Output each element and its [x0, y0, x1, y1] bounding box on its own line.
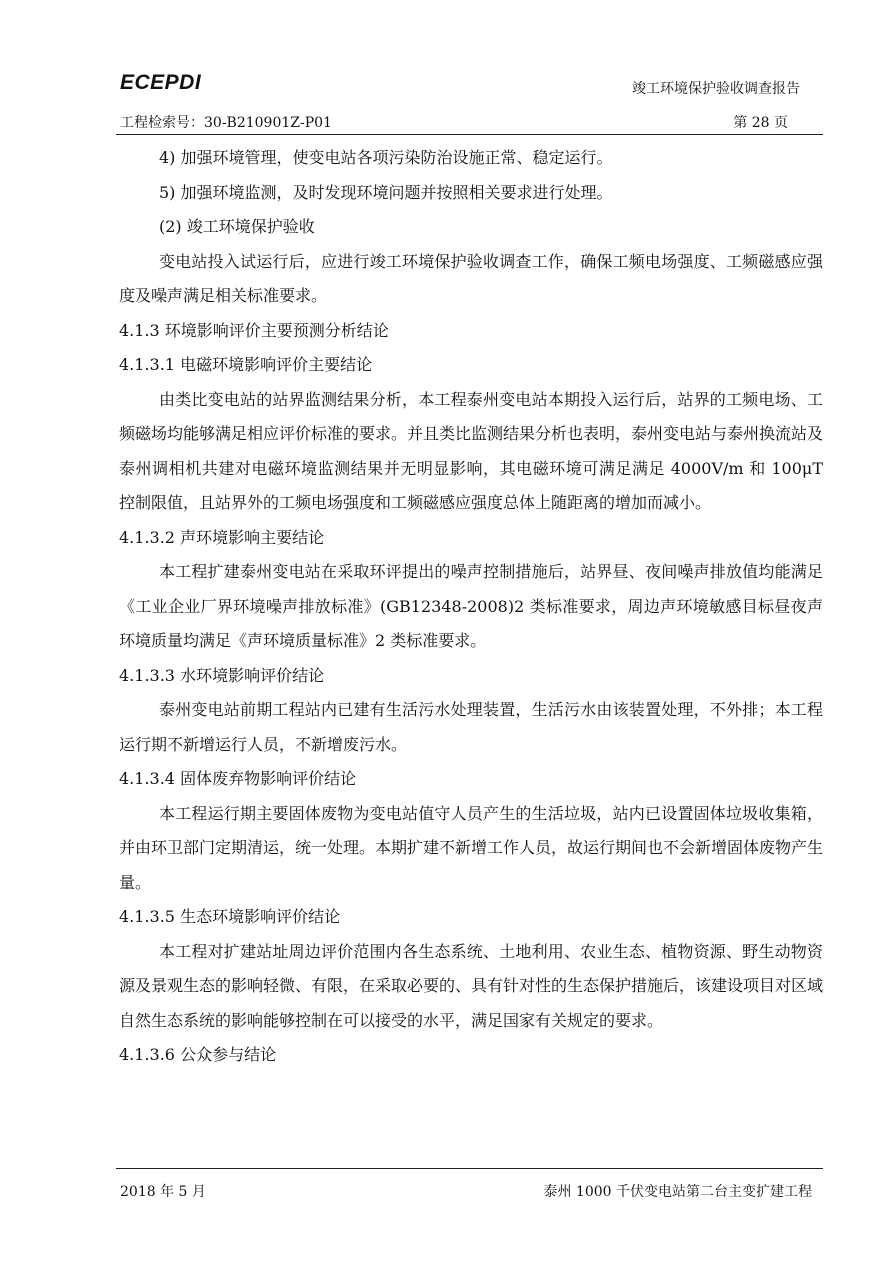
body-paragraph: 由类比变电站的站界监测结果分析，本工程泰州变电站本期投入运行后，站界的工频电场、工频磁场均能够满足相应评价标准的要求。并且类比监测结果分析也表明，泰州变电站与泰州换流站及泰州调相机共建对电磁环境监测结果并无明显影响，其电磁环境可满足满足 4000V/m 和 100μT 控制限值，且站界外的工频电场强度和工频磁感应强度总体上随距离的增加而减小。 [119, 389, 824, 512]
footer-date: 2018 年 5 月 [120, 1184, 206, 1200]
section-heading: 4.1.3.6 公众参与结论 [119, 1045, 277, 1064]
section-heading: 4.1.3.1 电磁环境影响评价主要结论 [119, 355, 373, 374]
body-paragraph: 泰州变电站前期工程站内已建有生活污水处理装置，生活污水由该装置处理，不外排；本工程运行期不新增运行人员，不新增废污水。 [119, 700, 823, 754]
footer-divider [116, 1168, 823, 1169]
company-logo: ECEPDI [120, 71, 202, 94]
section-heading: 4.1.3 环境影响评价主要预测分析结论 [119, 320, 389, 340]
section-heading: 4.1.3.5 生态环境影响评价结论 [119, 907, 341, 926]
body-paragraph: 本工程扩建泰州变电站在采取环评提出的噪声控制措施后，站界昼、夜间噪声排放值均能满足《工业企业厂界环境噪声排放标准》(GB12348-2008)2 类标准要求，周边声环境敏感目标昼夜声环境质量均满足《声环境质量标准》2 类标准要求。 [119, 562, 823, 650]
body-paragraph: 5) 加强环境监测，及时发现环境问题并按照相关要求进行处理。 [159, 182, 613, 202]
section-heading: 4.1.3.3 水环境影响评价结论 [119, 665, 325, 685]
body-paragraph: 4) 加强环境管理，使变电站各项污染防治设施正常、稳定运行。 [159, 148, 613, 167]
section-heading: 4.1.3.2 声环境影响主要结论 [119, 527, 325, 547]
body-paragraph: 本工程运行期主要固体废物为变电站值守人员产生的生活垃圾，站内已设置固体垃圾收集箱，并由环卫部门定期清运，统一处理。本期扩建不新增工作人员，故运行期间也不会新增固体废物产生量。 [119, 803, 824, 892]
project-code: 工程检索号：30-B210901Z-P01 [120, 115, 332, 131]
footer-project-name: 泰州 1000 千伏变电站第二台主变扩建工程 [543, 1184, 812, 1200]
body-paragraph: 本工程对扩建站址周边评价范围内各生态系统、土地利用、农业生态、植物资源、野生动物资源及景观生态的影响轻微、有限，在采取必要的、具有针对性的生态保护措施后，该建设项目对区域自然生态系统的影响能够控制在可以接受的水平，满足国家有关规定的要求。 [119, 941, 824, 1030]
document-body [119, 141, 823, 1073]
page-number: 第 28 页 [733, 115, 788, 131]
header-divider [116, 134, 823, 135]
body-paragraph: (2) 竣工环境保护验收 [159, 217, 315, 236]
body-paragraph: 变电站投入试运行后，应进行竣工环境保护验收调查工作，确保工频电场强度、工频磁感应强度及噪声满足相关标准要求。 [119, 251, 823, 305]
report-title: 竣工环境保护验收调查报告 [632, 81, 800, 97]
section-heading: 4.1.3.4 固体废弃物影响评价结论 [119, 769, 357, 788]
